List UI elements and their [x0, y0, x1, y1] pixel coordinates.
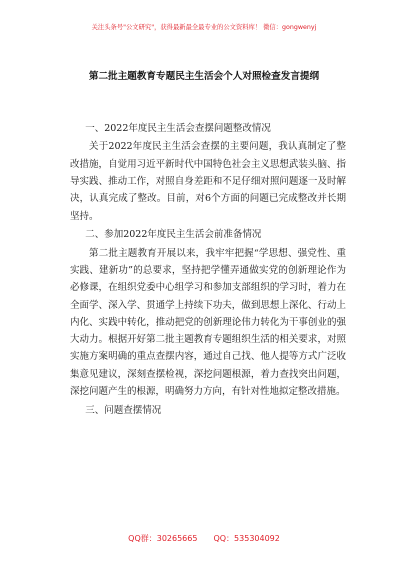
document-title: 第二批主题教育专题民主生活会个人对照检查发言提纲 [88, 71, 320, 82]
footer-contact-text: QQ群：30265665 QQ：535304092 [128, 534, 280, 543]
header-promo-text: 关注头条号"公文研究"，获得最新最全最专业的公文资料库！ 微信：gongwenyj [91, 24, 317, 31]
body-paragraph-2: 第二批主题教育开展以来，我牢牢把握“学思想、强党性、重实践、建新功”的总要求，坚持把学懂弄通做实党的创新理论作为必修课，在组织党委中心组学习和参加支部组织的学习时，着力在全面学、深入学、贯通学上持续下功夫，做到思想上深化、行动上内化、实践中转化，推动把党的创新理论伟力转化为干事创业的强大动力。根据开好第二批主题教育专题组织生活的相关要求，对照实施方案明确的重点查摆内容，通过自己找、他人提等方式广泛收集意见建议，深刻查摆检视，深挖问题根源，着力查找突出问题，深挖问题产生的根源，明确努力方向，有针对性地拟定整改措施。 [70, 247, 346, 398]
section-heading-1: 一、2022年度民主生活会查摆问题整改情况 [85, 123, 271, 134]
section-heading-3: 三、问题查摆情况 [85, 404, 162, 416]
section-heading-2: 二、参加2022年度民主生活会前准备情况 [85, 229, 262, 241]
body-paragraph-1: 关于2022年度民主生活会查摆的主要问题，我认真制定了整改措施，自觉用习近平新时代中国特色社会主义思想武装头脑、指导实践、推动工作，对照自身差距和不足仔细对照问题逐一及时解决，认真完成了整改。目前，对6个方面的问题已完成整改并长期坚持。 [70, 141, 346, 222]
document-body [70, 120, 346, 419]
